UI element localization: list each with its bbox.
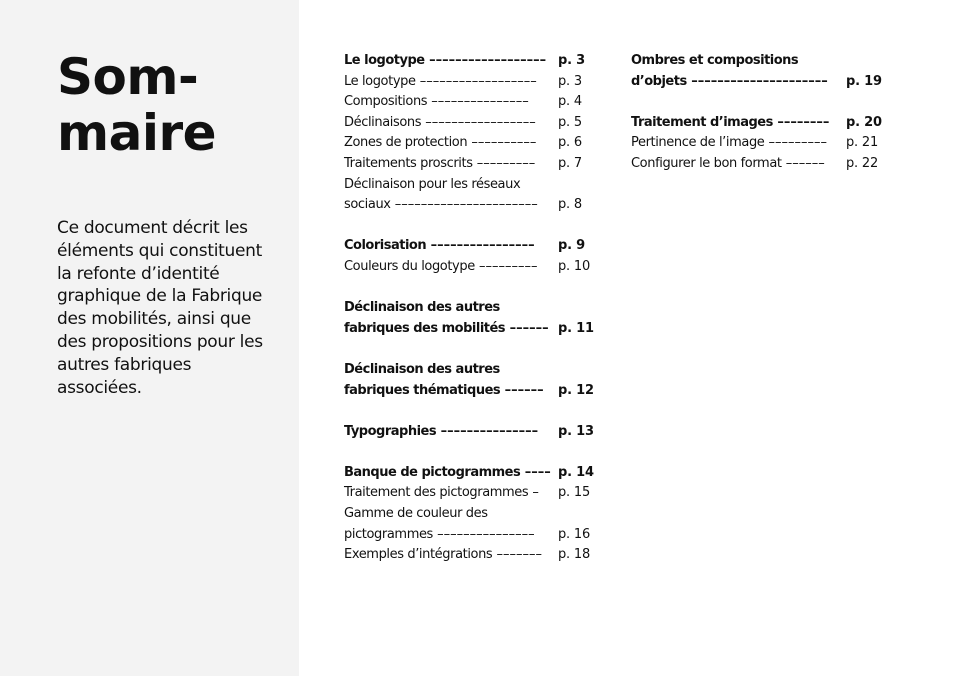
toc-entry[interactable] xyxy=(344,72,596,93)
toc-section-heading[interactable] xyxy=(631,72,881,93)
toc-entry-leader: –––––––––––––––––– xyxy=(424,53,547,68)
toc-entry-label: fabriques des mobilités xyxy=(344,320,506,336)
toc-entry-leader: –––– xyxy=(520,464,551,480)
toc-entry-label: Banque de pictogrammes xyxy=(344,464,521,480)
toc-entry[interactable] xyxy=(344,545,596,566)
toc-entry-page-number: p. 7 xyxy=(558,155,582,171)
toc-entry-label: Déclinaisons xyxy=(344,114,422,130)
toc-entry-text xyxy=(344,381,558,402)
toc-entry-leader: –––––––––––––––– xyxy=(426,238,535,254)
toc-section xyxy=(344,298,596,339)
toc-entry-text xyxy=(344,463,558,484)
toc-section-heading[interactable] xyxy=(344,298,596,319)
toc-entry-text xyxy=(344,92,558,113)
toc-section xyxy=(344,360,596,401)
toc-section xyxy=(344,463,596,566)
toc-entry-page-number: p. 16 xyxy=(558,526,591,542)
page-title xyxy=(57,49,216,161)
toc-entry-text xyxy=(344,319,558,340)
toc-entry-leader: ––––––– xyxy=(492,547,542,563)
toc-entry[interactable] xyxy=(344,133,596,154)
toc-section-heading[interactable] xyxy=(344,463,596,484)
toc-section-heading[interactable] xyxy=(344,51,596,72)
toc-entry-label: Le logotype xyxy=(344,53,425,68)
toc-entry-text xyxy=(344,504,558,525)
toc-entry-text xyxy=(344,236,558,257)
toc-entry-leader: ––––––––––––––– xyxy=(436,423,539,439)
toc-entry-text xyxy=(344,360,558,381)
toc-entry-leader: ––––––––––––––– xyxy=(432,526,535,542)
toc-entry-page-number: p. 20 xyxy=(846,114,882,130)
toc-entry-page-number: p. 13 xyxy=(558,423,594,439)
toc-entry-page-number: p. 5 xyxy=(558,114,582,130)
toc-section xyxy=(631,113,881,175)
toc-entry-page-number: p. 19 xyxy=(846,73,882,89)
sidebar-panel xyxy=(0,0,299,676)
toc-entry-page-number: p. 4 xyxy=(558,94,582,110)
toc-entry-label: pictogrammes xyxy=(344,526,433,542)
toc-entry-leader: ––––––––– xyxy=(474,258,538,274)
toc-entry-leader: –––––– xyxy=(781,155,825,171)
toc-entry-page-number: p. 10 xyxy=(558,258,591,274)
toc-entry-label: Traitement d’images xyxy=(631,114,773,130)
toc-entry-page-number: p. 8 xyxy=(558,197,582,213)
toc-entry-label: Colorisation xyxy=(344,238,427,254)
toc-entry-text xyxy=(631,154,846,175)
toc-entry-text xyxy=(344,113,558,134)
toc-entry-page-number: p. 21 xyxy=(846,135,879,151)
toc-entry[interactable] xyxy=(344,525,596,546)
toc-section xyxy=(344,236,596,277)
toc-entry[interactable] xyxy=(344,175,596,196)
toc-entry-text xyxy=(631,113,846,134)
toc-entry-leader: –––––––––––––––––––––– xyxy=(390,197,538,213)
toc-entry-label: Typographies xyxy=(344,423,437,439)
toc-entry[interactable] xyxy=(344,113,596,134)
document-description: Ce document décrit les éléments qui constituent la refonte d’identité graphique de la Fabrique des mobilités, ainsi que des propositions pour les autres fabriques associées. xyxy=(57,218,263,398)
toc-entry-leader: –––––––––– xyxy=(467,135,537,151)
toc-entry-leader: –––––––––––––––––– xyxy=(415,73,537,89)
toc-entry-leader: – xyxy=(528,485,539,501)
toc-entry-page-number: p. 3 xyxy=(558,73,582,89)
toc-column-1 xyxy=(344,51,596,586)
toc-entry-page-number: p. 14 xyxy=(558,464,594,480)
toc-entry-label: Configurer le bon format xyxy=(631,155,782,171)
toc-entry-text xyxy=(344,72,558,93)
toc-entry[interactable] xyxy=(631,133,881,154)
toc-entry-leader: ––––––––––––––– xyxy=(427,94,529,110)
toc-entry[interactable] xyxy=(631,154,881,175)
toc-entry-label: Déclinaison des autres xyxy=(344,300,500,316)
toc-column-2 xyxy=(631,51,881,195)
toc-entry-label: Traitements proscrits xyxy=(344,155,473,171)
toc-section-heading[interactable] xyxy=(344,236,596,257)
toc-entry-text xyxy=(344,298,558,319)
toc-entry-label: Traitement des pictogrammes xyxy=(344,485,529,501)
toc-entry-text xyxy=(344,51,558,72)
toc-entry-label: Pertinence de l’image xyxy=(631,135,765,151)
toc-entry-label: Déclinaison des autres xyxy=(344,361,500,377)
toc-entry-text xyxy=(344,175,558,196)
toc-entry-label: Ombres et compositions xyxy=(631,53,799,68)
toc-section-heading[interactable] xyxy=(631,113,881,134)
toc-entry-leader: ––––––––––––––––––––– xyxy=(686,73,828,89)
toc-entry-text xyxy=(344,195,558,216)
toc-entry-page-number: p. 22 xyxy=(846,155,879,171)
toc-entry-page-number: p. 18 xyxy=(558,547,591,563)
toc-entry-text xyxy=(631,51,846,72)
toc-entry[interactable] xyxy=(344,504,596,525)
toc-entry-text xyxy=(344,525,558,546)
toc-section-heading[interactable] xyxy=(344,319,596,340)
toc-entry-page-number: p. 3 xyxy=(558,53,586,68)
toc-entry-text xyxy=(344,422,558,443)
toc-entry-leader: –––––– xyxy=(500,382,544,398)
toc-entry-leader: –––––– xyxy=(505,320,549,336)
toc-section xyxy=(631,51,881,92)
toc-entry-label: Exemples d’intégrations xyxy=(344,547,493,563)
toc-entry[interactable] xyxy=(344,483,596,504)
toc-entry-label: sociaux xyxy=(344,197,391,213)
toc-entry-leader: –––––––– xyxy=(772,114,830,130)
page-title-line-2: maire xyxy=(57,104,217,162)
toc-entry-label: Le logotype xyxy=(344,73,416,89)
toc-entry-label: Couleurs du logotype xyxy=(344,258,475,274)
toc-entry-page-number: p. 12 xyxy=(558,382,594,398)
toc-entry-text xyxy=(344,257,558,278)
toc-entry-text xyxy=(631,72,846,93)
toc-section-heading[interactable] xyxy=(344,381,596,402)
toc-entry[interactable] xyxy=(344,257,596,278)
toc-section-heading[interactable] xyxy=(344,360,596,381)
toc-entry-page-number: p. 6 xyxy=(558,135,582,151)
toc-entry-text xyxy=(344,483,558,504)
toc-entry-label: Déclinaison pour les réseaux xyxy=(344,176,521,192)
toc-entry-page-number: p. 11 xyxy=(558,320,594,336)
toc-entry-text xyxy=(344,133,558,154)
toc-section-heading[interactable] xyxy=(344,422,596,443)
toc-section xyxy=(344,422,596,443)
toc-entry-page-number: p. 15 xyxy=(558,485,591,501)
toc-entry[interactable] xyxy=(344,92,596,113)
toc-entry-leader: ––––––––––––––––– xyxy=(421,114,536,130)
toc-entry-label: d’objets xyxy=(631,73,687,89)
toc-section xyxy=(344,51,596,216)
toc-entry[interactable] xyxy=(344,154,596,175)
toc-entry-text xyxy=(344,545,558,566)
toc-entry-label: Compositions xyxy=(344,94,428,110)
toc-entry-label: fabriques thématiques xyxy=(344,382,501,398)
toc-entry-page-number: p. 9 xyxy=(558,238,586,254)
toc-entry-leader: ––––––––– xyxy=(764,135,828,151)
toc-section-heading[interactable] xyxy=(631,51,881,72)
toc-entry[interactable] xyxy=(344,195,596,216)
toc-entry-leader: ––––––––– xyxy=(472,155,536,171)
toc-entry-text xyxy=(631,133,846,154)
toc-entry-label: Zones de protection xyxy=(344,135,468,151)
toc-entry-label: Gamme de couleur des xyxy=(344,506,488,522)
toc-entry-text xyxy=(344,154,558,175)
page-title-line-1: Som- xyxy=(57,48,199,106)
